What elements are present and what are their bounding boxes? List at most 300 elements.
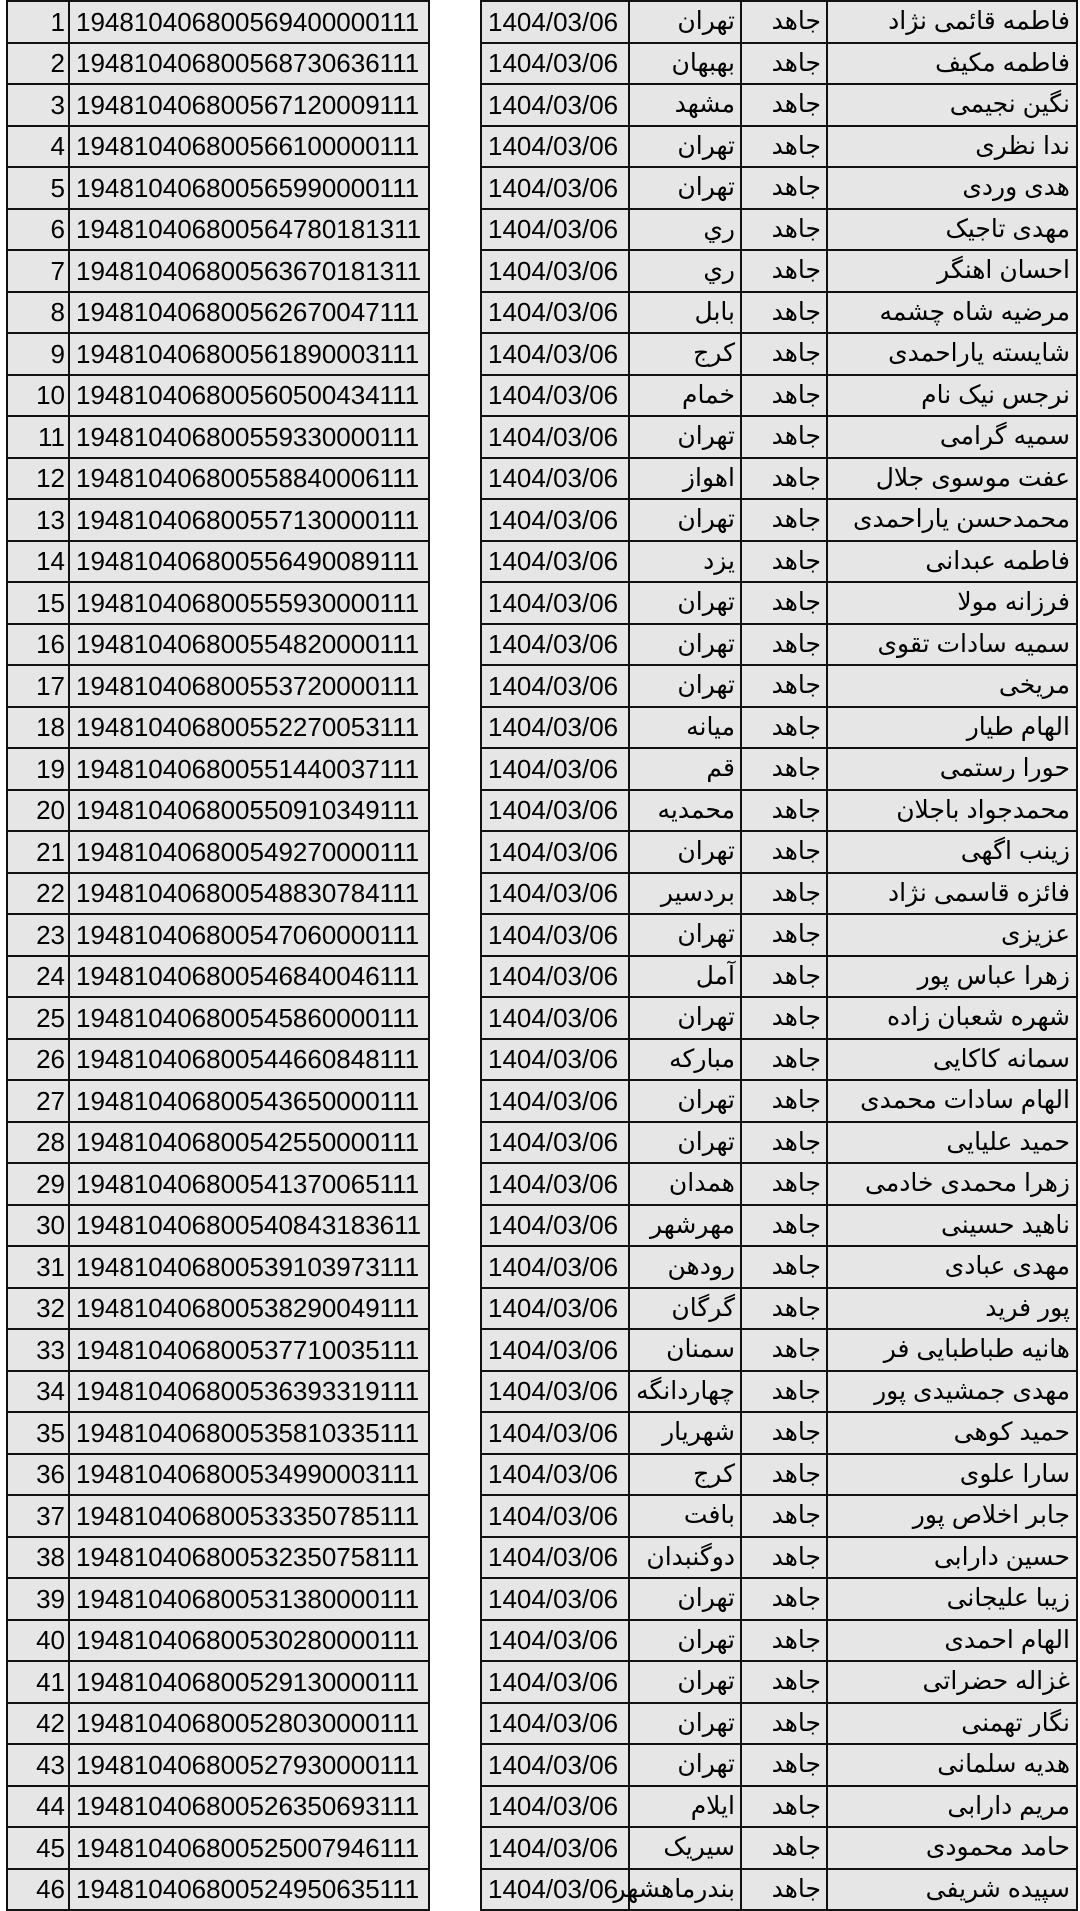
- spacer-cell: [429, 831, 481, 873]
- date-cell: 1404/03/06: [481, 416, 629, 458]
- date-cell: 1404/03/06: [481, 84, 629, 126]
- spacer-cell: [429, 1827, 481, 1869]
- status-cell: جاهد: [741, 873, 827, 915]
- spacer-cell: [429, 1537, 481, 1579]
- row-number-cell: 4: [7, 126, 69, 168]
- table-row: [7, 1205, 1077, 1247]
- table-row: [7, 1329, 1077, 1371]
- name-cell: حورا رستمی: [827, 748, 1077, 790]
- table-row: [7, 1827, 1077, 1869]
- row-number-cell: 44: [7, 1786, 69, 1828]
- row-number-cell: 3: [7, 84, 69, 126]
- tracking-code-cell: 194810406800526350693111: [69, 1786, 429, 1828]
- status-cell: جاهد: [741, 43, 827, 85]
- spacer-cell: [429, 997, 481, 1039]
- city-cell: ایلام: [629, 1786, 741, 1828]
- name-cell: عزیزی: [827, 914, 1077, 956]
- status-cell: جاهد: [741, 1495, 827, 1537]
- tracking-code-cell: 194810406800563670181311: [69, 250, 429, 292]
- status-cell: جاهد: [741, 250, 827, 292]
- row-number-cell: 26: [7, 1039, 69, 1081]
- city-cell: بندرماهشهر: [629, 1869, 741, 1911]
- city-cell: رودهن: [629, 1246, 741, 1288]
- date-cell: 1404/03/06: [481, 1163, 629, 1205]
- spacer-cell: [429, 1329, 481, 1371]
- row-number-cell: 22: [7, 873, 69, 915]
- city-cell: شهریار: [629, 1412, 741, 1454]
- tracking-code-cell: 194810406800558840006111: [69, 458, 429, 500]
- name-cell: حامد محمودی: [827, 1827, 1077, 1869]
- status-cell: جاهد: [741, 748, 827, 790]
- table-row: [7, 375, 1077, 417]
- tracking-code-cell: 194810406800532350758111: [69, 1537, 429, 1579]
- name-cell: سمیه سادات تقوی: [827, 624, 1077, 666]
- name-cell: مهدی عبادی: [827, 1246, 1077, 1288]
- name-cell: زینب اگهی: [827, 831, 1077, 873]
- date-cell: 1404/03/06: [481, 1329, 629, 1371]
- city-cell: بافت: [629, 1495, 741, 1537]
- status-cell: جاهد: [741, 582, 827, 624]
- name-cell: پور فرید: [827, 1288, 1077, 1330]
- table-row: [7, 997, 1077, 1039]
- status-cell: جاهد: [741, 1412, 827, 1454]
- date-cell: 1404/03/06: [481, 1620, 629, 1662]
- city-cell: بهبهان: [629, 43, 741, 85]
- city-cell: کرج: [629, 1454, 741, 1496]
- row-number-cell: 38: [7, 1537, 69, 1579]
- city-cell: تهران: [629, 997, 741, 1039]
- spacer-cell: [429, 1163, 481, 1205]
- status-cell: جاهد: [741, 1205, 827, 1247]
- name-cell: فاطمه مکیف: [827, 43, 1077, 85]
- date-cell: 1404/03/06: [481, 748, 629, 790]
- status-cell: جاهد: [741, 499, 827, 541]
- status-cell: جاهد: [741, 624, 827, 666]
- name-cell: سپیده شریفی: [827, 1869, 1077, 1911]
- spacer-cell: [429, 126, 481, 168]
- tracking-code-cell: 194810406800561890003111: [69, 333, 429, 375]
- spacer-cell: [429, 1039, 481, 1081]
- spacer-cell: [429, 416, 481, 458]
- date-cell: 1404/03/06: [481, 1786, 629, 1828]
- city-cell: قم: [629, 748, 741, 790]
- status-cell: جاهد: [741, 1661, 827, 1703]
- date-cell: 1404/03/06: [481, 167, 629, 209]
- status-cell: جاهد: [741, 416, 827, 458]
- tracking-code-cell: 194810406800551440037111: [69, 748, 429, 790]
- name-cell: فاطمه عبدانی: [827, 541, 1077, 583]
- spacer-cell: [429, 914, 481, 956]
- date-cell: 1404/03/06: [481, 292, 629, 334]
- name-cell: سمیه گرامی: [827, 416, 1077, 458]
- name-cell: محمدحسن یاراحمدی: [827, 499, 1077, 541]
- status-cell: جاهد: [741, 831, 827, 873]
- status-cell: جاهد: [741, 956, 827, 998]
- name-cell: عفت موسوی جلال: [827, 458, 1077, 500]
- status-cell: جاهد: [741, 1869, 827, 1911]
- city-cell: تهران: [629, 1620, 741, 1662]
- table-row: [7, 1371, 1077, 1413]
- status-cell: جاهد: [741, 997, 827, 1039]
- tracking-code-cell: 194810406800539103973111: [69, 1246, 429, 1288]
- status-cell: جاهد: [741, 1329, 827, 1371]
- tracking-code-cell: 194810406800531380000111: [69, 1578, 429, 1620]
- city-cell: تهران: [629, 1578, 741, 1620]
- city-cell: تهران: [629, 1122, 741, 1164]
- spacer-cell: [429, 1620, 481, 1662]
- row-number-cell: 8: [7, 292, 69, 334]
- status-cell: جاهد: [741, 541, 827, 583]
- tracking-code-cell: 194810406800546840046111: [69, 956, 429, 998]
- spacer-cell: [429, 333, 481, 375]
- spacer-cell: [429, 292, 481, 334]
- date-cell: 1404/03/06: [481, 1661, 629, 1703]
- tracking-code-cell: 194810406800540843183611: [69, 1205, 429, 1247]
- tracking-code-cell: 194810406800567120009111: [69, 84, 429, 126]
- tracking-code-cell: 194810406800548830784111: [69, 873, 429, 915]
- status-cell: جاهد: [741, 1122, 827, 1164]
- date-cell: 1404/03/06: [481, 665, 629, 707]
- status-cell: جاهد: [741, 167, 827, 209]
- date-cell: 1404/03/06: [481, 1744, 629, 1786]
- date-cell: 1404/03/06: [481, 956, 629, 998]
- date-cell: 1404/03/06: [481, 582, 629, 624]
- name-cell: مهدی جمشیدی پور: [827, 1371, 1077, 1413]
- name-cell: ندا نظری: [827, 126, 1077, 168]
- date-cell: 1404/03/06: [481, 1, 629, 43]
- city-cell: تهران: [629, 167, 741, 209]
- row-number-cell: 29: [7, 1163, 69, 1205]
- city-cell: مبارکه: [629, 1039, 741, 1081]
- city-cell: یزد: [629, 541, 741, 583]
- tracking-code-cell: 194810406800565990000111: [69, 167, 429, 209]
- tracking-code-cell: 194810406800554820000111: [69, 624, 429, 666]
- city-cell: همدان: [629, 1163, 741, 1205]
- name-cell: احسان اهنگر: [827, 250, 1077, 292]
- date-cell: 1404/03/06: [481, 790, 629, 832]
- spacer-cell: [429, 1, 481, 43]
- row-number-cell: 39: [7, 1578, 69, 1620]
- tracking-code-cell: 194810406800562670047111: [69, 292, 429, 334]
- date-cell: 1404/03/06: [481, 873, 629, 915]
- city-cell: ري: [629, 250, 741, 292]
- city-cell: دوگنبدان: [629, 1537, 741, 1579]
- row-number-cell: 32: [7, 1288, 69, 1330]
- name-cell: شایسته یاراحمدی: [827, 333, 1077, 375]
- name-cell: ناهید حسینی: [827, 1205, 1077, 1247]
- table-row: [7, 126, 1077, 168]
- date-cell: 1404/03/06: [481, 250, 629, 292]
- name-cell: الهام طیار: [827, 707, 1077, 749]
- status-cell: جاهد: [741, 1744, 827, 1786]
- row-number-cell: 42: [7, 1703, 69, 1745]
- tracking-code-cell: 194810406800536393319111: [69, 1371, 429, 1413]
- tracking-code-cell: 194810406800541370065111: [69, 1163, 429, 1205]
- city-cell: تهران: [629, 1703, 741, 1745]
- date-cell: 1404/03/06: [481, 624, 629, 666]
- tracking-code-cell: 194810406800529130000111: [69, 1661, 429, 1703]
- table-row: [7, 1246, 1077, 1288]
- name-cell: هدیه سلمانی: [827, 1744, 1077, 1786]
- table-row: [7, 1495, 1077, 1537]
- spacer-cell: [429, 1288, 481, 1330]
- spacer-cell: [429, 748, 481, 790]
- name-cell: حمید علیایی: [827, 1122, 1077, 1164]
- table-row: [7, 707, 1077, 749]
- table-row: [7, 665, 1077, 707]
- row-number-cell: 34: [7, 1371, 69, 1413]
- spacer-cell: [429, 1495, 481, 1537]
- spacer-cell: [429, 1122, 481, 1164]
- name-cell: زهرا محمدی خادمی: [827, 1163, 1077, 1205]
- table-row: [7, 1578, 1077, 1620]
- row-number-cell: 35: [7, 1412, 69, 1454]
- tracking-code-cell: 194810406800544660848111: [69, 1039, 429, 1081]
- row-number-cell: 41: [7, 1661, 69, 1703]
- spacer-cell: [429, 582, 481, 624]
- row-number-cell: 28: [7, 1122, 69, 1164]
- city-cell: چهاردانگه: [629, 1371, 741, 1413]
- city-cell: تهران: [629, 1661, 741, 1703]
- status-cell: جاهد: [741, 1703, 827, 1745]
- city-cell: تهران: [629, 1744, 741, 1786]
- row-number-cell: 19: [7, 748, 69, 790]
- table-row: [7, 1412, 1077, 1454]
- table-row: [7, 1122, 1077, 1164]
- spacer-cell: [429, 1246, 481, 1288]
- name-cell: هانیه طباطبایی فر: [827, 1329, 1077, 1371]
- table-row: [7, 1786, 1077, 1828]
- table-row: [7, 1080, 1077, 1122]
- date-cell: 1404/03/06: [481, 707, 629, 749]
- city-cell: تهران: [629, 126, 741, 168]
- status-cell: جاهد: [741, 1786, 827, 1828]
- row-number-cell: 18: [7, 707, 69, 749]
- name-cell: هدی وردی: [827, 167, 1077, 209]
- name-cell: زیبا علیجانی: [827, 1578, 1077, 1620]
- date-cell: 1404/03/06: [481, 1454, 629, 1496]
- tracking-code-cell: 194810406800564780181311: [69, 209, 429, 251]
- row-number-cell: 1: [7, 1, 69, 43]
- date-cell: 1404/03/06: [481, 914, 629, 956]
- date-cell: 1404/03/06: [481, 1246, 629, 1288]
- table-row: [7, 956, 1077, 998]
- table-row: [7, 790, 1077, 832]
- tracking-code-cell: 194810406800547060000111: [69, 914, 429, 956]
- city-cell: میانه: [629, 707, 741, 749]
- city-cell: گرگان: [629, 1288, 741, 1330]
- date-cell: 1404/03/06: [481, 499, 629, 541]
- table-body: [7, 1, 1077, 1910]
- city-cell: تهران: [629, 624, 741, 666]
- name-cell: حمید کوهی: [827, 1412, 1077, 1454]
- status-cell: جاهد: [741, 126, 827, 168]
- row-number-cell: 12: [7, 458, 69, 500]
- city-cell: تهران: [629, 499, 741, 541]
- date-cell: 1404/03/06: [481, 375, 629, 417]
- spacer-cell: [429, 1371, 481, 1413]
- table-row: [7, 333, 1077, 375]
- name-cell: جابر اخلاص پور: [827, 1495, 1077, 1537]
- spacer-cell: [429, 209, 481, 251]
- name-cell: شهره شعبان زاده: [827, 997, 1077, 1039]
- row-number-cell: 31: [7, 1246, 69, 1288]
- table-row: [7, 1454, 1077, 1496]
- status-cell: جاهد: [741, 1371, 827, 1413]
- status-cell: جاهد: [741, 1827, 827, 1869]
- name-cell: مهدی تاجیک: [827, 209, 1077, 251]
- row-number-cell: 2: [7, 43, 69, 85]
- name-cell: الهام سادات محمدی: [827, 1080, 1077, 1122]
- date-cell: 1404/03/06: [481, 209, 629, 251]
- tracking-code-cell: 194810406800566100000111: [69, 126, 429, 168]
- table-row: [7, 831, 1077, 873]
- name-cell: فرزانه مولا: [827, 582, 1077, 624]
- table-row: [7, 582, 1077, 624]
- city-cell: کرج: [629, 333, 741, 375]
- tracking-code-cell: 194810406800543650000111: [69, 1080, 429, 1122]
- tracking-code-cell: 194810406800542550000111: [69, 1122, 429, 1164]
- name-cell: نرجس نیک نام: [827, 375, 1077, 417]
- table-row: [7, 1288, 1077, 1330]
- spacer-cell: [429, 1744, 481, 1786]
- tracking-code-cell: 194810406800559330000111: [69, 416, 429, 458]
- spacer-cell: [429, 167, 481, 209]
- status-cell: جاهد: [741, 209, 827, 251]
- status-cell: جاهد: [741, 292, 827, 334]
- date-cell: 1404/03/06: [481, 1703, 629, 1745]
- tracking-code-cell: 194810406800537710035111: [69, 1329, 429, 1371]
- city-cell: تهران: [629, 416, 741, 458]
- row-number-cell: 10: [7, 375, 69, 417]
- name-cell: نگین نجیمی: [827, 84, 1077, 126]
- city-cell: سیریک: [629, 1827, 741, 1869]
- row-number-cell: 27: [7, 1080, 69, 1122]
- row-number-cell: 9: [7, 333, 69, 375]
- date-cell: 1404/03/06: [481, 1537, 629, 1579]
- city-cell: تهران: [629, 1080, 741, 1122]
- city-cell: آمل: [629, 956, 741, 998]
- table-row: [7, 458, 1077, 500]
- name-cell: حسین دارابی: [827, 1537, 1077, 1579]
- city-cell: مشهد: [629, 84, 741, 126]
- spacer-cell: [429, 1412, 481, 1454]
- spacer-cell: [429, 790, 481, 832]
- tracking-code-cell: 194810406800533350785111: [69, 1495, 429, 1537]
- status-cell: جاهد: [741, 458, 827, 500]
- name-cell: زهرا عباس پور: [827, 956, 1077, 998]
- row-number-cell: 46: [7, 1869, 69, 1911]
- date-cell: 1404/03/06: [481, 1412, 629, 1454]
- name-cell: محمدجواد باجلان: [827, 790, 1077, 832]
- status-cell: جاهد: [741, 1246, 827, 1288]
- spacer-cell: [429, 375, 481, 417]
- spacer-cell: [429, 1661, 481, 1703]
- row-number-cell: 23: [7, 914, 69, 956]
- spacer-cell: [429, 43, 481, 85]
- date-cell: 1404/03/06: [481, 1495, 629, 1537]
- table-row: [7, 873, 1077, 915]
- city-cell: تهران: [629, 914, 741, 956]
- status-cell: جاهد: [741, 914, 827, 956]
- table-row: [7, 1163, 1077, 1205]
- table-row: [7, 1, 1077, 43]
- status-cell: جاهد: [741, 1578, 827, 1620]
- tracking-code-cell: 194810406800550910349111: [69, 790, 429, 832]
- table-row: [7, 416, 1077, 458]
- date-cell: 1404/03/06: [481, 1080, 629, 1122]
- spacer-cell: [429, 250, 481, 292]
- tracking-code-cell: 194810406800525007946111: [69, 1827, 429, 1869]
- date-cell: 1404/03/06: [481, 43, 629, 85]
- date-cell: 1404/03/06: [481, 1578, 629, 1620]
- status-cell: جاهد: [741, 1454, 827, 1496]
- spacer-cell: [429, 499, 481, 541]
- table-row: [7, 1039, 1077, 1081]
- tracking-code-cell: 194810406800535810335111: [69, 1412, 429, 1454]
- spacer-cell: [429, 665, 481, 707]
- spacer-cell: [429, 624, 481, 666]
- table-row: [7, 499, 1077, 541]
- spacer-cell: [429, 873, 481, 915]
- table-row: [7, 1620, 1077, 1662]
- table-row: [7, 43, 1077, 85]
- spacer-cell: [429, 1205, 481, 1247]
- spacer-cell: [429, 1578, 481, 1620]
- city-cell: مهرشهر: [629, 1205, 741, 1247]
- table-row: [7, 250, 1077, 292]
- name-cell: فاطمه قائمی نژاد: [827, 1, 1077, 43]
- row-number-cell: 36: [7, 1454, 69, 1496]
- city-cell: سمنان: [629, 1329, 741, 1371]
- table-row: [7, 209, 1077, 251]
- city-cell: تهران: [629, 1, 741, 43]
- city-cell: بردسیر: [629, 873, 741, 915]
- name-cell: مریم دارابی: [827, 1786, 1077, 1828]
- tracking-code-cell: 194810406800552270053111: [69, 707, 429, 749]
- status-cell: جاهد: [741, 790, 827, 832]
- row-number-cell: 7: [7, 250, 69, 292]
- city-cell: محمدیه: [629, 790, 741, 832]
- row-number-cell: 6: [7, 209, 69, 251]
- city-cell: اهواز: [629, 458, 741, 500]
- tracking-code-cell: 194810406800549270000111: [69, 831, 429, 873]
- status-cell: جاهد: [741, 1288, 827, 1330]
- spacer-cell: [429, 1454, 481, 1496]
- status-cell: جاهد: [741, 333, 827, 375]
- status-cell: جاهد: [741, 707, 827, 749]
- table-row: [7, 1661, 1077, 1703]
- row-number-cell: 25: [7, 997, 69, 1039]
- spacer-cell: [429, 541, 481, 583]
- table-row: [7, 1744, 1077, 1786]
- name-cell: سارا علوی: [827, 1454, 1077, 1496]
- tracking-code-cell: 194810406800534990003111: [69, 1454, 429, 1496]
- table-row: [7, 624, 1077, 666]
- tracking-code-cell: 194810406800524950635111: [69, 1869, 429, 1911]
- date-cell: 1404/03/06: [481, 458, 629, 500]
- tracking-code-cell: 194810406800568730636111: [69, 43, 429, 85]
- table-row: [7, 1703, 1077, 1745]
- tracking-code-cell: 194810406800538290049111: [69, 1288, 429, 1330]
- status-cell: جاهد: [741, 1163, 827, 1205]
- name-cell: غزاله حضراتی: [827, 1661, 1077, 1703]
- status-cell: جاهد: [741, 375, 827, 417]
- tracking-code-cell: 194810406800555930000111: [69, 582, 429, 624]
- tracking-code-cell: 194810406800556490089111: [69, 541, 429, 583]
- city-cell: تهران: [629, 831, 741, 873]
- date-cell: 1404/03/06: [481, 1288, 629, 1330]
